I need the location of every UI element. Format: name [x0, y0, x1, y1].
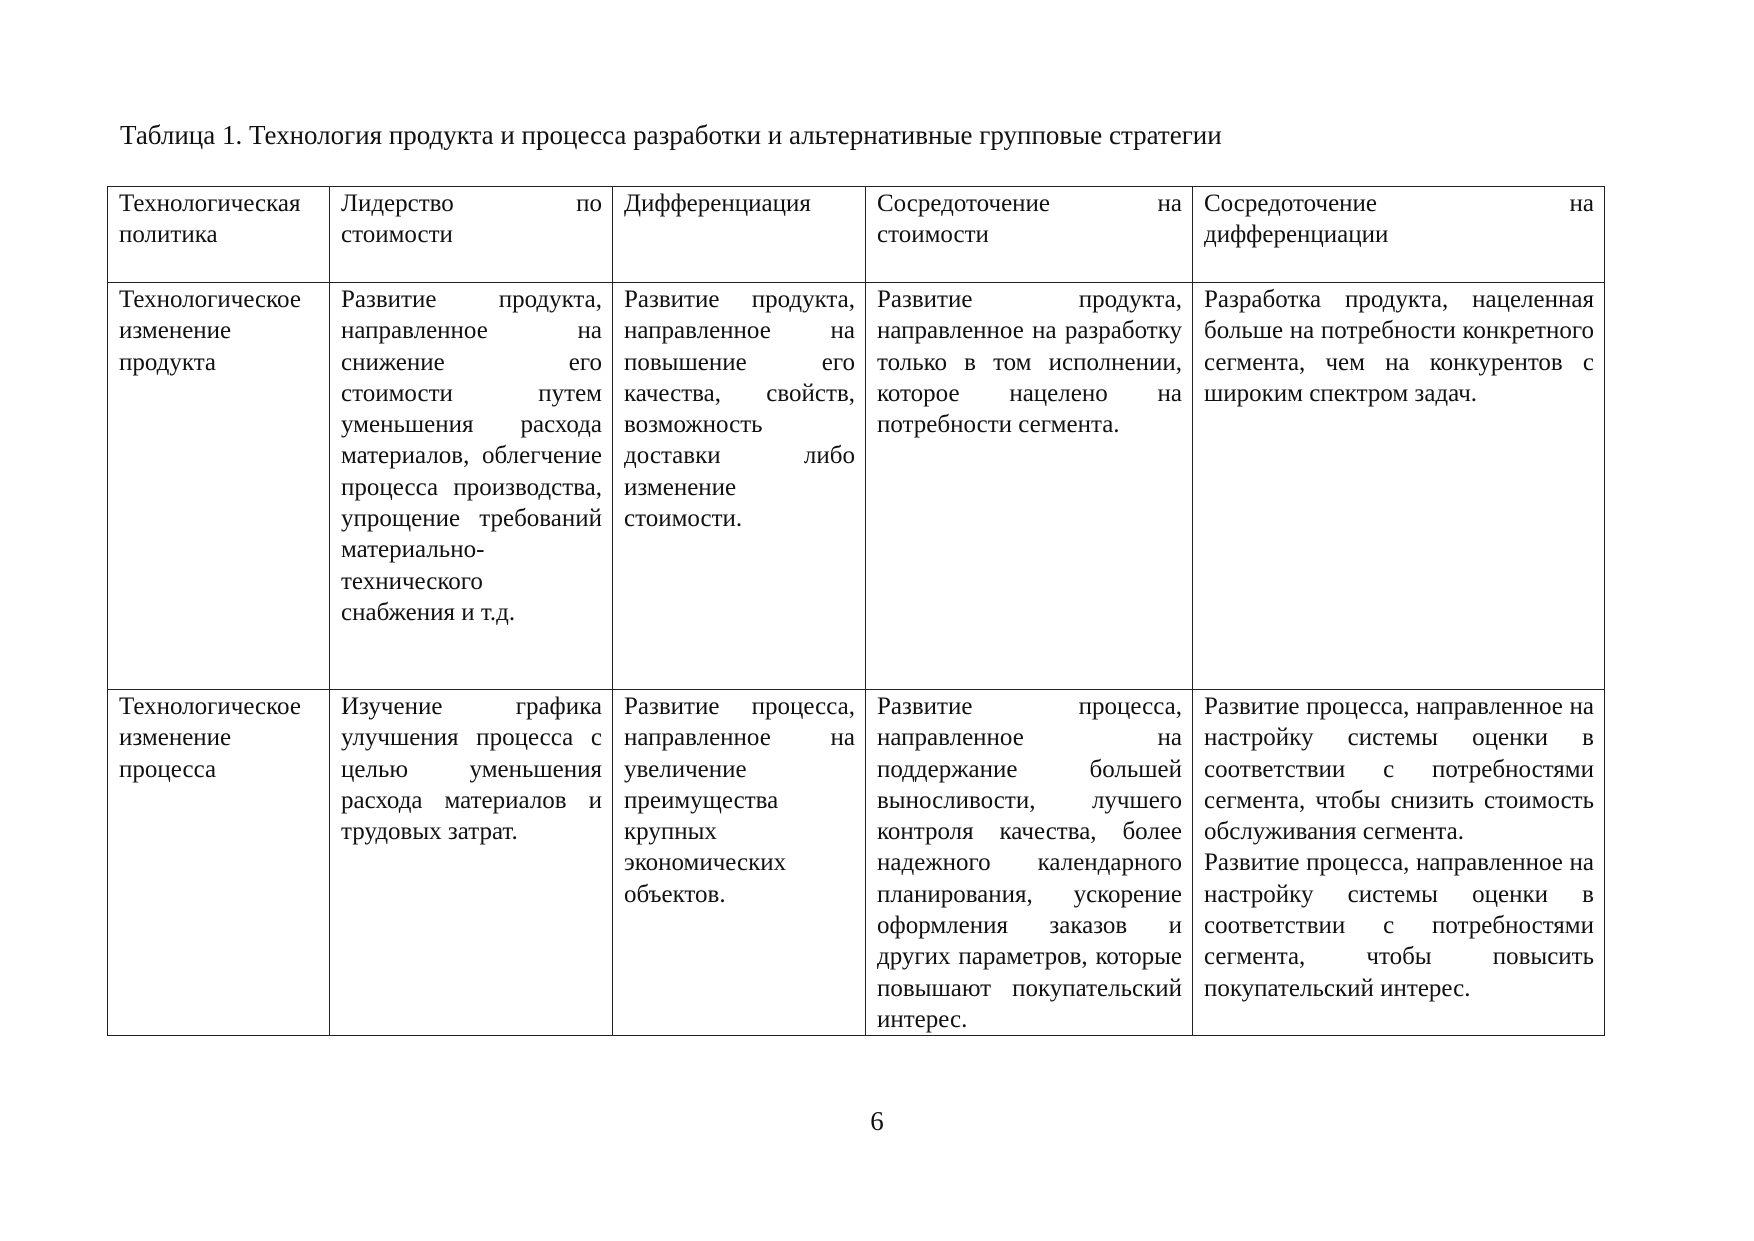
header-cell-cost-focus: Сосредоточение на стоимости [866, 187, 1193, 283]
strategy-table [107, 186, 1605, 1036]
table-row [108, 283, 1605, 690]
table-cell: Развитие продукта, направленное на снижение его стоимости путем уменьшения расхода материалов, облегчение процесса производства, упрощение требований материально-технического снабжения и т.д. [330, 283, 613, 690]
table-cell: Развитие продукта, направленное на разработку только в том исполнении, которое нацелено на потребности сегмента. [866, 283, 1193, 690]
cell-paragraph: Развитие процесса, направленное на настройку системы оценки в соответствии с потребностями сегмента, чтобы снизить стоимость обслуживания сегмента. [1204, 693, 1594, 846]
header-cell-differentiation: Дифференциация [613, 187, 866, 283]
header-cell-policy: Технологическая политика [108, 187, 330, 283]
row-label-product: Технологическое изменение продукта [108, 283, 330, 690]
table-row [108, 690, 1605, 1036]
table-cell: Развитие продукта, направленное на повышение его качества, свойств, возможность доставки либо изменение стоимости. [613, 283, 866, 690]
table-cell: Изучение графика улучшения процесса с целью уменьшения расхода материалов и трудовых затрат. [330, 690, 613, 1036]
page-number: 6 [870, 1106, 884, 1136]
table-header-row [108, 187, 1605, 283]
table-caption: Таблица 1. Технология продукта и процесса разработки и альтернативные групповые стратегии [120, 120, 1222, 150]
table-cell: Разработка продукта, нацеленная больше на потребности конкретного сегмента, чем на конкурентов с широким спектром задач. [1193, 283, 1605, 690]
table-cell: Развитие процесса, направленное на увеличение преимущества крупных экономических объектов. [613, 690, 866, 1036]
header-cell-cost-leadership: Лидерство по стоимости [330, 187, 613, 283]
cell-paragraph: Развитие процесса, направленное на настройку системы оценки в соответствии с потребностями сегмента, чтобы повысить покупательский интерес. [1204, 849, 1594, 1002]
header-cell-differentiation-focus: Сосредоточение на дифференциации [1193, 187, 1605, 283]
table-cell: Развитие процесса, направленное на поддержание большей выносливости, лучшего контроля качества, более надежного календарного планирования, ускорение оформления заказов и других параметров, которые повышают покупательский интерес. [866, 690, 1193, 1036]
table-cell [1193, 690, 1605, 1036]
row-label-process: Технологическое изменение процесса [108, 690, 330, 1036]
